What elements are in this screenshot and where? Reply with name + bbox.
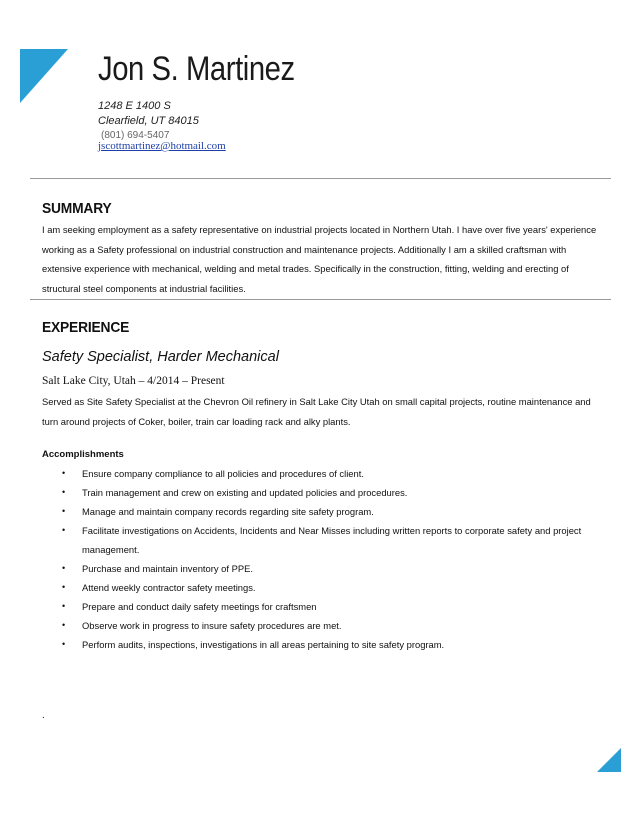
corner-triangle-bottom-right	[597, 748, 621, 772]
header-divider	[30, 178, 611, 179]
list-item-text: Purchase and maintain inventory of PPE.	[82, 563, 253, 574]
list-item	[62, 502, 607, 521]
list-item	[62, 521, 607, 559]
list-item-text: Attend weekly contractor safety meetings.	[82, 582, 256, 593]
corner-triangle-top-left	[20, 49, 68, 103]
address-line-1: 1248 E 1400 S	[98, 100, 171, 112]
list-item-text: Facilitate investigations on Accidents, Incidents and Near Misses including written reports to corporate safety and project management.	[82, 525, 582, 555]
experience-heading: EXPERIENCE	[42, 319, 130, 336]
list-item-text: Observe work in progress to insure safety procedures are met.	[82, 620, 342, 631]
accomplishments-list	[62, 464, 607, 654]
bullet-icon: •	[62, 639, 66, 649]
candidate-name: Jon S. Martinez	[98, 50, 295, 88]
list-item-text: Perform audits, inspections, investigations in all areas pertaining to site safety program.	[82, 639, 445, 650]
list-item	[62, 559, 607, 578]
bullet-icon: •	[62, 468, 66, 478]
job-description: Served as Site Safety Specialist at the Chevron Oil refinery in Salt Lake City Utah on small capital projects, routine maintenance and turn around projects of Coker, boiler, train car loading rack and alky plants.	[42, 396, 591, 427]
summary-heading: SUMMARY	[42, 200, 112, 217]
list-item	[62, 635, 607, 654]
list-item-text: Prepare and conduct daily safety meetings for craftsmen	[82, 601, 317, 612]
phone-number: (801) 694-5407	[101, 130, 170, 141]
bullet-icon: •	[62, 487, 66, 497]
list-item-text: Manage and maintain company records regarding site safety program.	[82, 506, 374, 517]
list-item-text: Train management and crew on existing and updated policies and procedures.	[82, 487, 408, 498]
list-item	[62, 464, 607, 483]
bullet-icon: •	[62, 506, 66, 516]
bullet-icon: •	[62, 563, 66, 573]
job-title: Safety Specialist, Harder Mechanical	[42, 349, 279, 365]
bullet-icon: •	[62, 601, 66, 611]
list-item	[62, 597, 607, 616]
bullet-icon: •	[62, 582, 66, 592]
accomplishments-label: Accomplishments	[42, 449, 124, 460]
bullet-icon: •	[62, 620, 66, 630]
summary-divider	[30, 299, 611, 300]
list-item	[62, 483, 607, 502]
list-item	[62, 578, 607, 597]
list-item	[62, 616, 607, 635]
summary-text: I am seeking employment as a safety representative on industrial projects located in Northern Utah. I have over five years' experience working as a Safety professional on industrial construction and maintenance projects. Additionally I am a skilled craftsman with extensive experience with mechanical, welding and metal trades. Specifically in the construction, fitting, welding and erecting of structural steel components at industrial facilities.	[42, 224, 597, 294]
address-line-2: Clearfield, UT 84015	[98, 115, 199, 127]
bullet-icon: •	[62, 525, 66, 535]
footer-period: .	[42, 710, 45, 721]
list-item-text: Ensure company compliance to all policies and procedures of client.	[82, 468, 364, 479]
job-location-dates: Salt Lake City, Utah – 4/2014 – Present	[42, 375, 225, 387]
email-link[interactable]: jscottmartinez@hotmail.com	[98, 140, 226, 152]
